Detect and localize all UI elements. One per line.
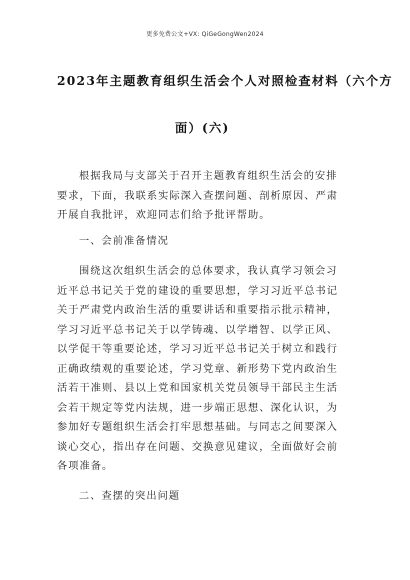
section-1-line: 以学促干等重要论述，学习习近平总书记关于树立和践行 [57, 344, 338, 355]
section-1-line: 活若干准则、县以上党和国家机关党员领导干部民主生活 [57, 383, 338, 394]
header-note: 更多免费公文+VX: QiGeGongWen2024 [146, 31, 264, 38]
document-title-line-2: 面）(六) [175, 121, 230, 135]
section-1-line: 关于严肃党内政治生活的重要讲话和重要指示批示精神， [57, 305, 338, 316]
document-title-line-1: 2023年主题教育组织生活会个人对照检查材料（六个方 [57, 74, 393, 88]
section-2-heading-block [57, 487, 357, 507]
section-1-line: 围绕这次组织生活会的总体要求，我认真学习领会习 [79, 266, 338, 277]
section-1-line: 各项准备。 [57, 461, 114, 472]
section-1-line: 会若干规定等党内法规，进一步端正思想、深化认识，为 [57, 402, 338, 414]
section-2-heading: 二、查摆的突出问题 [79, 491, 181, 502]
section-1-line: 参加好专题组织生活会打牢思想基础。与同志之间要深入 [57, 422, 338, 433]
section-1-paragraph [57, 262, 357, 477]
section-1-line: 谈心交心，指出存在问题、交换意见建议，全面做好会前 [57, 441, 338, 453]
section-1-line: 学习习近平总书记关于以学铸魂、以学增智、以学正风、 [57, 324, 338, 336]
section-1-heading: 一、会前准备情况 [79, 236, 169, 247]
section-1-line: 正确政绩观的重要论述，学习党章、新形势下党内政治生 [57, 363, 338, 375]
section-1-heading-block [57, 232, 357, 252]
intro-line: 开展自我批评，欢迎同志们给予批评帮助。 [57, 210, 271, 221]
intro-paragraph [57, 167, 357, 226]
intro-line: 根据我局与支部关于召开主题教育组织生活会的安排 [79, 171, 338, 182]
intro-line: 要求，下面，我联系实际深入查摆问题、剖析原因、严肃 [57, 190, 338, 202]
section-1-line: 近平总书记关于党的建设的重要思想，学习习近平总书记 [57, 285, 338, 297]
